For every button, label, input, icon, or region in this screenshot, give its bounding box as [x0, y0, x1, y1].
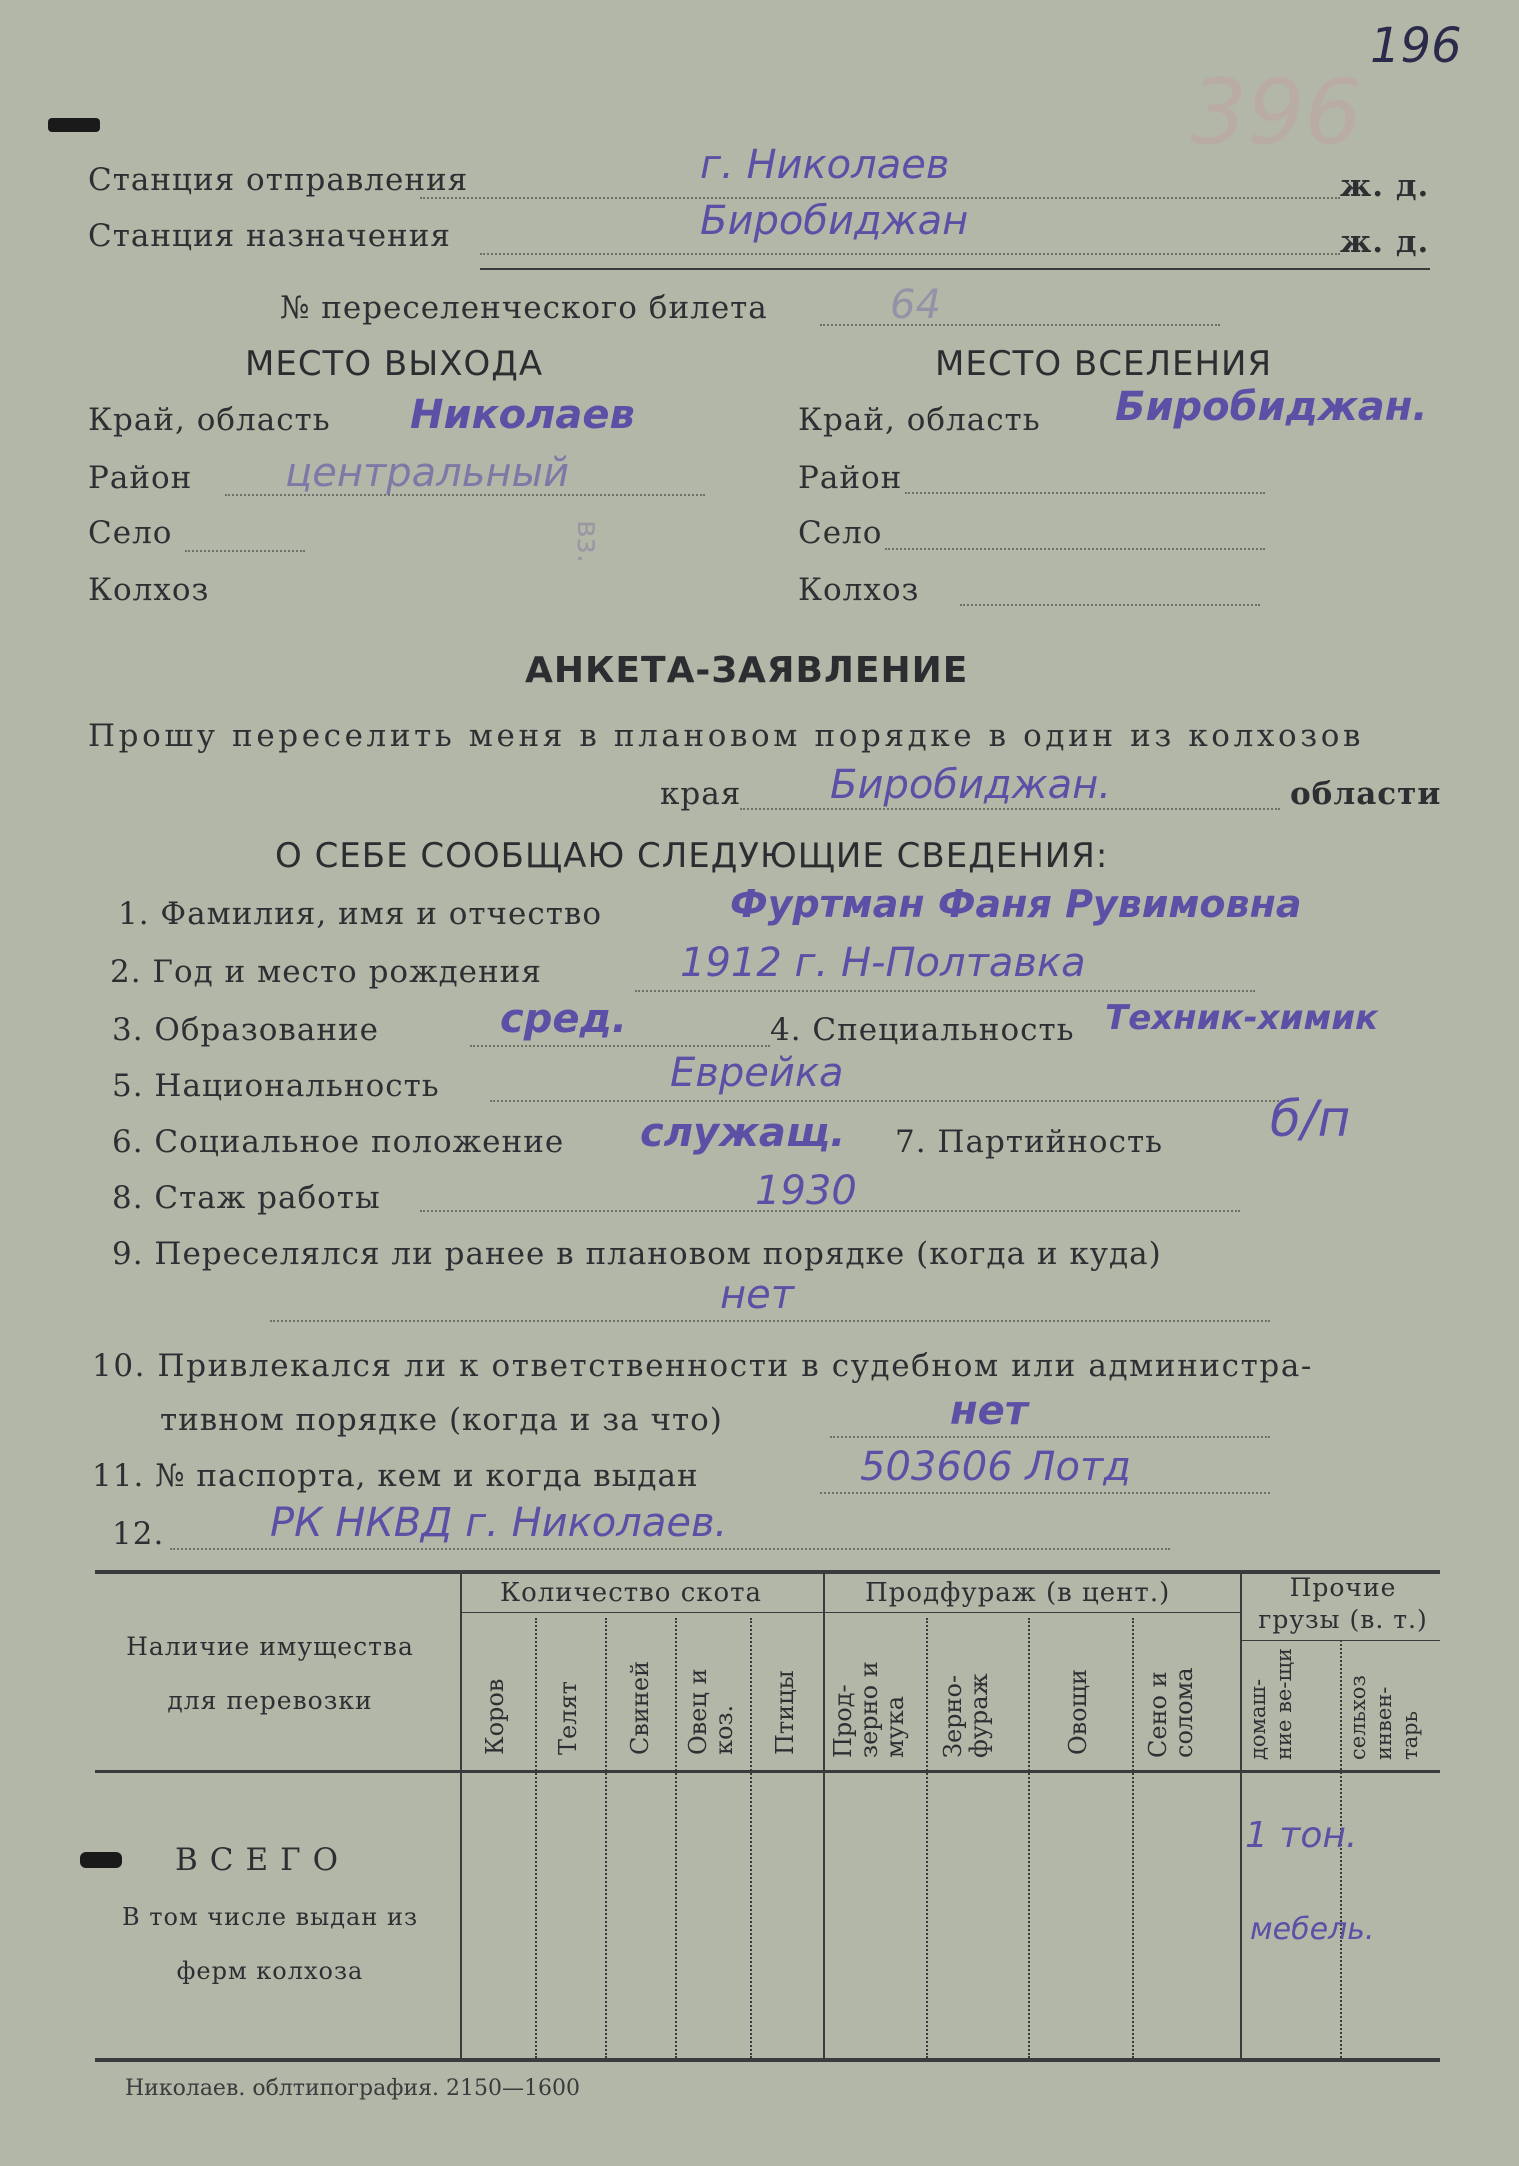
q8-value: 1930	[755, 1168, 857, 1214]
printer-footer: Николаев. облтипография. 2150—1600	[125, 2076, 580, 2101]
q9-label: 9. Переселялся ли ранее в плановом порядке (когда и куда)	[112, 1236, 1162, 1272]
q7-label: 7. Партийность	[895, 1124, 1163, 1160]
q4-value: Техник-химик	[1105, 998, 1379, 1038]
col-household: домаш-ние ве-щи	[1246, 1648, 1296, 1760]
exit-kolkhoz-label: Колхоз	[88, 572, 210, 608]
faint-archive-number: 396	[1190, 60, 1362, 165]
col-poultry: Птицы	[771, 1670, 799, 1755]
settle-region-label: Край, область	[798, 402, 1041, 438]
q10-label: 10. Привлекался ли к ответственности в судебном или администра-	[92, 1348, 1313, 1384]
destination-station-value: Биробиджан	[700, 198, 969, 244]
household-goods-value: 1 тон.	[1245, 1815, 1358, 1856]
exit-district-label: Район	[88, 460, 193, 496]
col-cows: Коров	[481, 1678, 509, 1755]
total-label: ВСЕГО	[175, 1842, 351, 1878]
col-pigs: Свиней	[626, 1660, 654, 1755]
settlement-place-title: МЕСТО ВСЕЛЕНИЯ	[935, 344, 1273, 384]
oblast-label: области	[1290, 776, 1442, 812]
household-goods-note: мебель.	[1250, 1912, 1375, 1947]
property-label: Наличие имущества для перевозки	[126, 1632, 414, 1715]
q6-value: служащ.	[640, 1110, 846, 1156]
q12-value: РК НКВД г. Николаев.	[270, 1500, 728, 1546]
settle-region-value: Биробиджан.	[1115, 384, 1428, 430]
settle-village-label: Село	[798, 515, 883, 551]
fodder-header: Продфураж (в цент.)	[865, 1578, 1171, 1608]
other-header: Прочие грузы (в. т.)	[1258, 1573, 1428, 1634]
form-title: АНКЕТА-ЗАЯВЛЕНИЕ	[525, 650, 969, 691]
exit-district-value: центральный	[285, 450, 570, 496]
archive-page-number: 196	[1370, 18, 1462, 74]
q2-label: 2. Год и место рождения	[110, 954, 542, 990]
exit-region-value: Николаев	[410, 392, 635, 438]
q1-value: Фуртман Фаня Рувимовна	[730, 882, 1302, 926]
settle-district-label: Район	[798, 460, 903, 496]
col-grain-flour: Прод-зерно и мука	[829, 1661, 909, 1758]
col-grain-fodder: Зерно-фураж	[939, 1673, 993, 1758]
settle-kolkhoz-label: Колхоз	[798, 572, 920, 608]
q1-label: 1. Фамилия, имя и отчество	[118, 896, 603, 932]
q12-label: 12.	[112, 1516, 165, 1552]
info-title: О СЕБЕ СООБЩАЮ СЛЕДУЮЩИЕ СВЕДЕНИЯ:	[275, 836, 1109, 876]
q5-value: Еврейка	[670, 1050, 844, 1096]
q8-label: 8. Стаж работы	[112, 1180, 381, 1216]
q10-label-continued: тивном порядке (когда и за что)	[160, 1402, 723, 1438]
kray-label: края	[660, 776, 742, 812]
q9-value: нет	[720, 1272, 795, 1318]
q10-value: нет	[950, 1388, 1028, 1434]
exit-place-title: МЕСТО ВЫХОДА	[245, 344, 544, 384]
q11-label: 11. № паспорта, кем и когда выдан	[92, 1458, 699, 1494]
ticket-number-label: № переселенческого билета	[280, 290, 768, 326]
departure-rail-suffix: ж. д.	[1340, 168, 1430, 204]
col-vegetables: Овощи	[1064, 1669, 1092, 1755]
livestock-header: Количество скота	[500, 1578, 763, 1608]
q3-value: сред.	[500, 996, 627, 1042]
q7-value: б/п	[1270, 1090, 1351, 1148]
col-sheep-goats: Овец и коз.	[684, 1668, 738, 1755]
exit-village-label: Село	[88, 515, 173, 551]
kray-value: Биробиджан.	[830, 762, 1112, 808]
request-line: Прошу переселить меня в плановом порядке в один из колхозов	[88, 718, 1365, 754]
q5-label: 5. Национальность	[112, 1068, 440, 1104]
col-calves: Телят	[554, 1681, 582, 1755]
q2-value: 1912 г. Н-Полтавка	[680, 940, 1086, 986]
col-farm-tools: сельхоз инвен-тарь	[1346, 1675, 1422, 1760]
exit-region-label: Край, область	[88, 402, 331, 438]
destination-station-label: Станция назначения	[88, 218, 451, 254]
q6-label: 6. Социальное положение	[112, 1124, 565, 1160]
faint-stamp: вз.	[570, 520, 605, 564]
q3-label: 3. Образование	[112, 1012, 380, 1048]
destination-rail-suffix: ж. д.	[1340, 224, 1430, 260]
col-hay-straw: Сено и солома	[1144, 1667, 1198, 1758]
q11-value: 503606 Лотд	[860, 1444, 1131, 1490]
departure-station-value: г. Николаев	[700, 142, 950, 188]
q4-label: 4. Специальность	[770, 1012, 1075, 1048]
departure-station-label: Станция отправления	[88, 162, 469, 198]
ticket-number-value: 64	[890, 282, 941, 328]
issued-from-farms-label: В том числе выдан из ферм колхоза	[121, 1903, 419, 1985]
